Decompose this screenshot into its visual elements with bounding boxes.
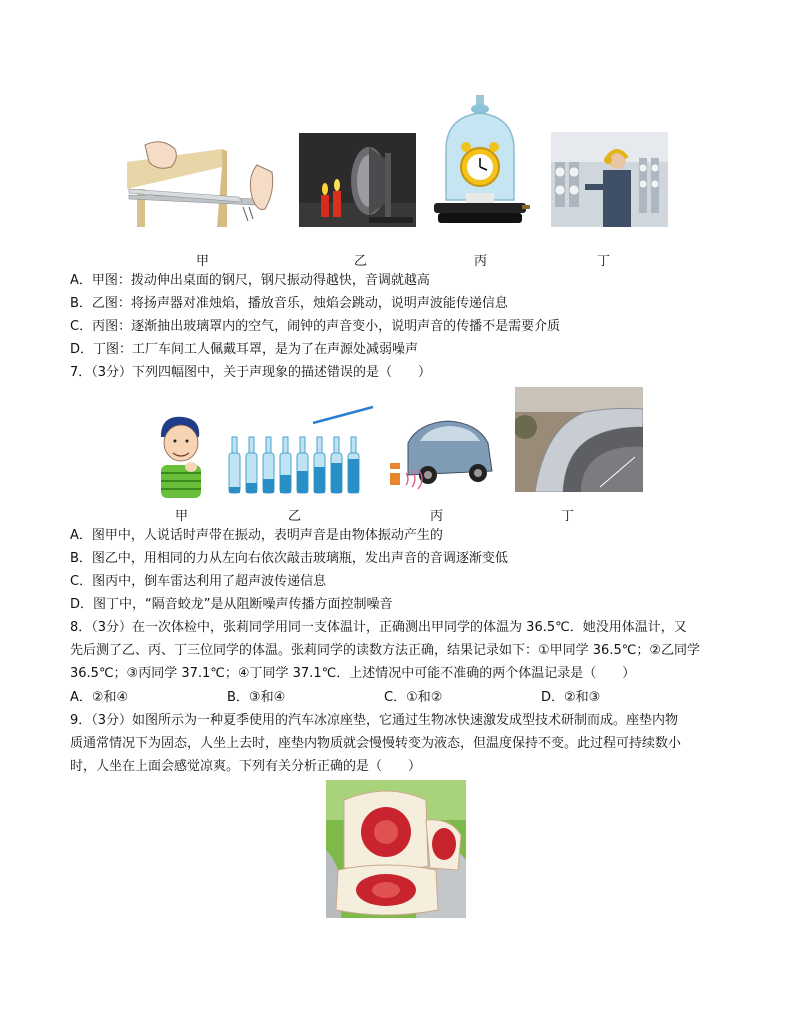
q6-label-yi: 乙 xyxy=(354,254,368,269)
q8-option-c: C．①和② xyxy=(384,690,443,705)
q8-option-a: A．②和④ xyxy=(70,690,129,705)
q6-label-jia: 甲 xyxy=(196,254,210,269)
q7-label-jia: 甲 xyxy=(175,509,189,524)
q9-figure-car-seat-cushion xyxy=(326,780,466,918)
q6-label-ding: 丁 xyxy=(597,254,611,269)
q9-stem-line-1: 9．（3分）如图所示为一种夏季使用的汽车冰凉座垫，它通过生物冰快速激发成型技术研制而成。座垫内物 xyxy=(70,713,679,728)
q6-option-b: B．乙图：将扬声器对准烛焰，播放音乐，烛焰会跳动，说明声波能传递信息 xyxy=(70,296,508,311)
q8-stem-line-3: 36.5℃；③丙同学 37.1℃；④丁同学 37.1℃．上述情况中可能不准确的两个体温记录是（ ） xyxy=(70,666,636,681)
q7-figure-ding-noise-barrier-tunnel xyxy=(515,387,643,492)
q9-stem-line-2: 质通常情况下为固态，人坐上去时，座垫内物质就会慢慢转变为液态，但温度保持不变。此过程可持续数小 xyxy=(70,736,682,751)
q6-figure-jia-ruler xyxy=(127,137,277,227)
q7-label-ding: 丁 xyxy=(561,509,575,524)
q7-option-b: B．图乙中，用相同的力从左向右依次敲击玻璃瓶，发出声音的音调逐渐变低 xyxy=(70,551,508,566)
q8-option-b: B．③和④ xyxy=(227,690,286,705)
q7-label-bing: 丙 xyxy=(430,509,444,524)
q7-label-yi: 乙 xyxy=(288,509,302,524)
q7-option-d: D．图丁中，“隔音蛟龙”是从阻断噪声传播方面控制噪音 xyxy=(70,597,393,612)
q9-stem-line-3: 时，人坐在上面会感觉凉爽。下列有关分析正确的是（ ） xyxy=(70,759,422,774)
q7-figure-jia-boy-speaking xyxy=(147,413,215,498)
q6-figure-bing-bell-jar xyxy=(430,95,530,230)
q7-option-a: A．图甲中，人说话时声带在振动，表明声音是由物体振动产生的 xyxy=(70,528,443,543)
q7-figure-yi-glass-bottles xyxy=(225,405,375,495)
q6-label-bing: 丙 xyxy=(474,254,488,269)
q7-option-c: C．图丙中，倒车雷达利用了超声波传递信息 xyxy=(70,574,327,589)
q6-option-d: D．丁图：工厂车间工人佩戴耳罩，是为了在声源处减弱噪声 xyxy=(70,342,419,357)
q7-figure-bing-reversing-car xyxy=(378,413,496,495)
q8-stem-line-1: 8．（3分）在一次体检中，张莉同学用同一支体温计，正确测出甲同学的体温为 36.5℃．她没用体温计，又 xyxy=(70,620,687,635)
q6-option-c: C．丙图：逐渐抽出玻璃罩内的空气，闹钟的声音变小，说明声音的传播不是需要介质 xyxy=(70,319,561,334)
q7-stem: 7．（3分）下列四幅图中，关于声现象的描述错误的是（ ） xyxy=(70,365,432,380)
q8-option-d: D．②和③ xyxy=(541,690,601,705)
q8-stem-line-2: 先后测了乙、丙、丁三位同学的体温。张莉同学的读数方法正确，结果记录如下：①甲同学 36.5℃；②乙同学 xyxy=(70,643,700,658)
q6-option-a: A．甲图：拨动伸出桌面的钢尺，钢尺振动得越快，音调就越高 xyxy=(70,273,430,288)
q6-figure-yi-speaker xyxy=(299,133,416,227)
q6-figure-ding-factory-worker xyxy=(551,132,668,227)
